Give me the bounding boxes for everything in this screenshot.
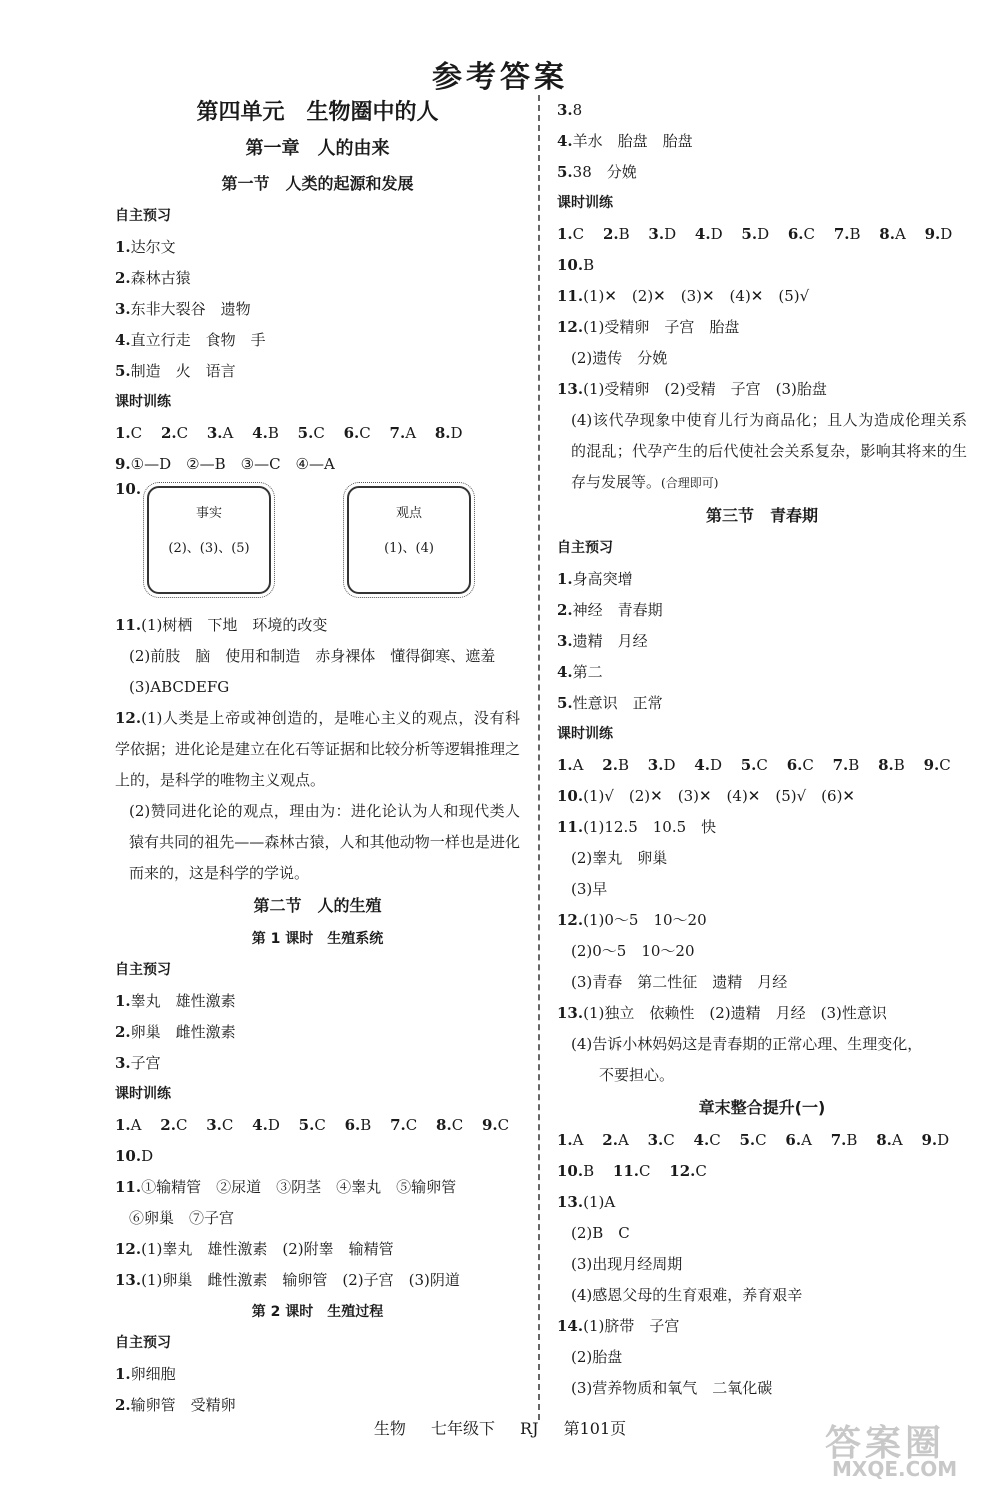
answer-line: 1.身高突增 bbox=[557, 570, 633, 588]
answer-line: (3)早 bbox=[571, 880, 608, 898]
section-title: 第一节 人类的起源和发展 bbox=[221, 174, 414, 193]
answer-line: 10.B bbox=[557, 256, 595, 274]
mc-answers: 10.B 11.C 12.C bbox=[557, 1162, 707, 1180]
label-training: 课时训练 bbox=[115, 1086, 171, 1102]
answer-line: 13.(1)A bbox=[557, 1193, 616, 1211]
page-title: 参考答案 bbox=[432, 60, 568, 95]
answer-line: 3.8 bbox=[557, 101, 583, 119]
answer-line: 2.神经 青春期 bbox=[557, 601, 663, 619]
footer-subject: 生物 bbox=[373, 1419, 406, 1438]
answer-line: 10.D bbox=[115, 1147, 154, 1165]
answer-paragraph: (2)赞同进化论的观点，理由为：进化论认为人和现代类人猿有共同的祖先——森林古猿，人和其他动物一样也是进化而来的，这是科学的学说。 bbox=[129, 802, 520, 882]
section-title: 第二节 人的生殖 bbox=[253, 896, 382, 915]
mc-answers: 1.A 2.A 3.C 4.C 5.C 6.A 7.B 8.A 9.D bbox=[557, 1131, 950, 1149]
answer-line: (2)睾丸 卵巢 bbox=[571, 849, 668, 867]
watermark-url: MXQE.COM bbox=[832, 1457, 958, 1481]
answer-line: 2.森林古猿 bbox=[115, 269, 191, 287]
mc-answers: 1.A 2.C 3.C 4.D 5.C 6.B 7.C 8.C 9.C bbox=[115, 1116, 510, 1134]
watermark-text: 答案圈 bbox=[825, 1423, 946, 1464]
answer-line: 10.(1)√ (2)✕ (3)✕ (4)✕ (5)√ (6)✕ bbox=[557, 787, 855, 805]
answer-line: (2)前肢 脑 使用和制造 赤身裸体 懂得御寒、遮羞 bbox=[129, 647, 496, 665]
answer-line: 11.①输精管 ②尿道 ③阴茎 ④睾丸 ⑤输卵管 bbox=[115, 1178, 457, 1196]
answer-line: (3)出现月经周期 bbox=[571, 1255, 683, 1273]
chapter-title: 第一章 人的由来 bbox=[245, 138, 390, 159]
answer-paragraph: (4)该代孕现象中使育儿行为商品化；且人为造成伦理关系的混乱；代孕产生的后代使社会关系复杂，影响其将来的生存与发展等。(合理即可) bbox=[571, 411, 967, 491]
column-divider bbox=[538, 95, 540, 1420]
answer-line: 3.遗精 月经 bbox=[557, 632, 648, 650]
fact-box: 事实 (2)、(3)、(5) bbox=[147, 486, 271, 594]
answer-paragraph: 12.(1)人类是上帝或神创造的，是唯心主义的观点，没有科学依据；进化论是建立在化石等证据和比较分析等逻辑推理之上的，是科学的唯物主义观点。 bbox=[115, 709, 521, 789]
unit-title: 第四单元 生物圈中的人 bbox=[196, 100, 439, 125]
answer-line: 不要担心。 bbox=[599, 1066, 675, 1084]
watermark-logo bbox=[820, 1415, 990, 1485]
label-preview: 自主预习 bbox=[557, 540, 613, 556]
fact-opinion-diagram: 10. 事实 (2)、(3)、(5) 观点 (1)、(4) bbox=[115, 480, 520, 610]
answer-line: (4)感恩父母的生育艰难，养育艰辛 bbox=[571, 1286, 803, 1304]
label-preview: 自主预习 bbox=[115, 962, 171, 978]
answer-line: 13.(1)受精卵 (2)受精 子宫 (3)胎盘 bbox=[557, 380, 827, 398]
answer-line: 13.(1)卵巢 雌性激素 输卵管 (2)子宫 (3)阴道 bbox=[115, 1271, 460, 1289]
lesson-title: 第 2 课时 生殖过程 bbox=[251, 1304, 384, 1320]
label-preview: 自主预习 bbox=[115, 1335, 171, 1351]
section-title: 章末整合提升(一) bbox=[698, 1098, 826, 1117]
answer-line: 13.(1)独立 依赖性 (2)遗精 月经 (3)性意识 bbox=[557, 1004, 887, 1022]
label-preview: 自主预习 bbox=[115, 208, 171, 224]
answer-line: 11.(1)树栖 下地 环境的改变 bbox=[115, 616, 328, 634]
answer-line: 1.睾丸 雄性激素 bbox=[115, 992, 236, 1010]
label-training: 课时训练 bbox=[557, 726, 613, 742]
answer-line: 3.子宫 bbox=[115, 1054, 161, 1072]
answer-line: 5.38 分娩 bbox=[557, 163, 637, 181]
answer-line: 2.卵巢 雌性激素 bbox=[115, 1023, 236, 1041]
answer-line: 14.(1)脐带 子宫 bbox=[557, 1317, 680, 1335]
answer-line: 11.(1)✕ (2)✕ (3)✕ (4)✕ (5)√ bbox=[557, 287, 810, 305]
answer-line: (2)遗传 分娩 bbox=[571, 349, 668, 367]
opinion-box: 观点 (1)、(4) bbox=[347, 486, 471, 594]
answer-line: (2)0～5 10～20 bbox=[571, 942, 695, 960]
lesson-title: 第 1 课时 生殖系统 bbox=[251, 931, 384, 947]
left-column bbox=[115, 95, 520, 1421]
footer-edition: RJ bbox=[520, 1419, 539, 1438]
right-column bbox=[557, 95, 967, 1404]
section-title: 第三节 青春期 bbox=[705, 506, 818, 525]
answer-line: 12.(1)睾丸 雄性激素 (2)附睾 输精管 bbox=[115, 1240, 394, 1258]
answer-line: (2)胎盘 bbox=[571, 1348, 623, 1366]
footer-grade: 七年级下 bbox=[430, 1419, 495, 1438]
answer-line: ⑥卵巢 ⑦子宫 bbox=[129, 1209, 235, 1227]
mc-answers: 1.C 2.C 3.A 4.B 5.C 6.C 7.A 8.D bbox=[115, 424, 463, 442]
answer-line: 3.东非大裂谷 遗物 bbox=[115, 300, 251, 318]
answer-line: (4)告诉小林妈妈这是青春期的正常心理、生理变化， bbox=[571, 1035, 923, 1053]
answer-line: 4.羊水 胎盘 胎盘 bbox=[557, 132, 693, 150]
answer-line: (2)B C bbox=[571, 1224, 630, 1242]
answer-line: 4.直立行走 食物 手 bbox=[115, 331, 266, 349]
mc-answers: 1.A 2.B 3.D 4.D 5.C 6.C 7.B 8.B 9.C bbox=[557, 756, 951, 774]
answer-line: 5.制造 火 语言 bbox=[115, 362, 236, 380]
answer-line: 1.达尔文 bbox=[115, 238, 176, 256]
answer-line: (3)青春 第二性征 遗精 月经 bbox=[571, 973, 788, 991]
answer-line: (3)ABCDEFG bbox=[129, 678, 230, 696]
footer-page-number: 第101页 bbox=[563, 1419, 627, 1438]
label-training: 课时训练 bbox=[115, 394, 171, 410]
answer-line: 2.输卵管 受精卵 bbox=[115, 1396, 236, 1414]
answer-line: 9.①—D ②—B ③—C ④—A bbox=[115, 455, 335, 473]
mc-answers: 1.C 2.B 3.D 4.D 5.D 6.C 7.B 8.A 9.D bbox=[557, 225, 953, 243]
answer-line: 12.(1)0～5 10～20 bbox=[557, 911, 707, 929]
answer-line: 5.性意识 正常 bbox=[557, 694, 663, 712]
label-training: 课时训练 bbox=[557, 195, 613, 211]
answer-line: 1.卵细胞 bbox=[115, 1365, 176, 1383]
answer-line: 4.第二 bbox=[557, 663, 603, 681]
answer-line: (3)营养物质和氧气 二氧化碳 bbox=[571, 1379, 773, 1397]
answer-line: 11.(1)12.5 10.5 快 bbox=[557, 818, 717, 836]
answer-line: 12.(1)受精卵 子宫 胎盘 bbox=[557, 318, 740, 336]
